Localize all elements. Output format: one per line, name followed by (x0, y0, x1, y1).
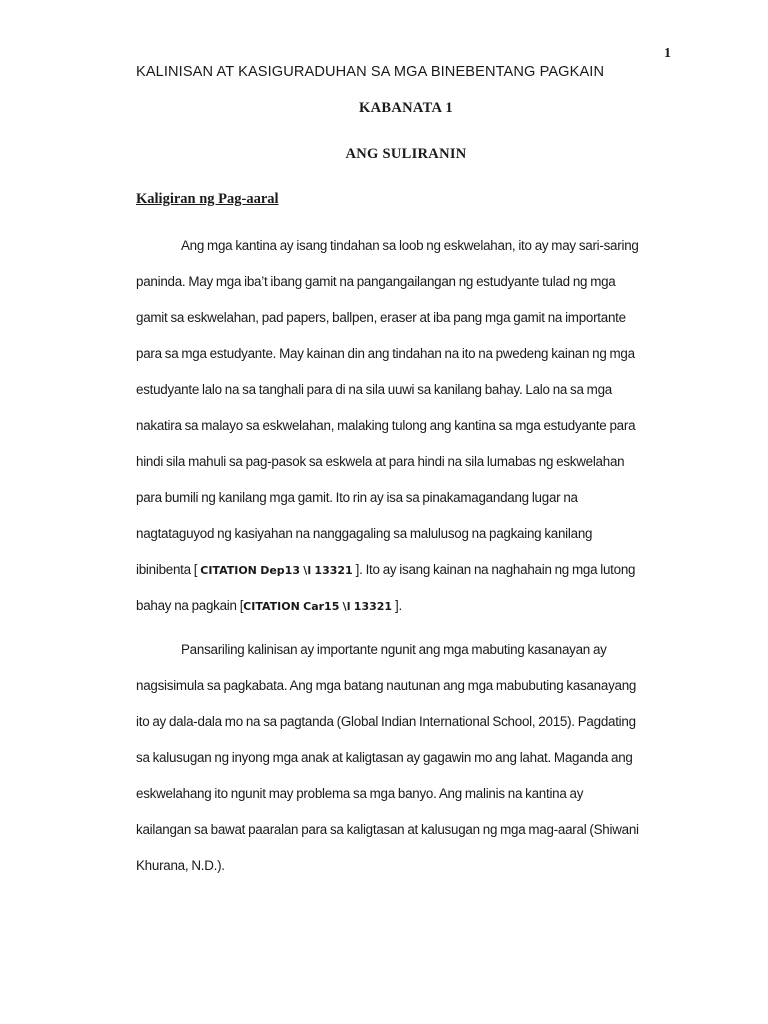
paragraph-line: nakatira sa malayo sa eskwelahan, malaking tulong ang kantina sa mga estudyante para (136, 418, 636, 433)
running-head: KALINISAN AT KASIGURADUHAN SA MGA BINEBENTANG PAGKAIN (136, 64, 605, 80)
paragraph-line: Pansariling kalinisan ay importante ngunit ang mga mabuting kasanayan ay (181, 642, 607, 657)
line-text: ]. Ito ay isang kainan na naghahain ng mga lutong (352, 562, 636, 577)
section-heading: Kaligiran ng Pag-aaral (136, 191, 279, 207)
paragraph-line: Khurana, N.D.). (136, 858, 225, 873)
line-text: ibinibenta [ (136, 562, 201, 577)
paragraph-line: gamit sa eskwelahan, pad papers, ballpen, eraser at iba pang mga gamit na importante (136, 310, 626, 325)
paragraph-line: para sa mga estudyante. May kainan din ang tindahan na ito na pwedeng kainan ng mga (136, 346, 635, 361)
paragraph-line: nagsisimula sa pagkabata. Ang mga batang nautunan ang mga mabubuting kasanayang (136, 678, 637, 693)
paragraph-line: paninda. May mga iba’t ibang gamit na pangangailangan ng estudyante tulad ng mga (136, 274, 616, 289)
citation-field: CITATION Car15 \l 13321 (243, 600, 393, 613)
paragraph-line: nagtataguyod ng kasiyahan na nanggagaling sa malulusog na pagkaing kanilang (136, 526, 593, 541)
citation-field: CITATION Dep13 \l 13321 (200, 564, 353, 577)
paragraph-line: ito ay dala-dala mo na sa pagtanda (Global Indian International School, 2015). Pagdating (136, 714, 636, 729)
paragraph-line: para bumili ng kanilang mga gamit. Ito rin ay isa sa pinakamagandang lugar na (136, 490, 578, 505)
line-text: bahay na pagkain [ (136, 598, 244, 613)
paragraph-line: eskwelahang ito ngunit may problema sa mga banyo. Ang malinis na kantina ay (136, 786, 584, 801)
chapter-title: ANG SULIRANIN (345, 146, 467, 162)
paragraph-line-with-citation (136, 597, 676, 633)
paragraph-line: kailangan sa bawat paaralan para sa kaligtasan at kalusugan ng mga mag-aaral (Shiwani (136, 822, 639, 837)
paragraph-line: estudyante lalo na sa tanghali para di na sila uuwi sa kanilang bahay. Lalo na sa mga (136, 382, 612, 397)
paragraph-1 (136, 237, 676, 633)
line-text: ]. (392, 598, 402, 613)
paragraph-line: sa kalusugan ng inyong mga anak at kaligtasan ay gagawin mo ang lahat. Maganda ang (136, 750, 633, 765)
paragraph-2 (136, 641, 676, 893)
paragraph-line: hindi sila mahuli sa pag-pasok sa eskwela at para hindi na sila lumabas ng eskwelahan (136, 454, 625, 469)
paragraph-line: Ang mga kantina ay isang tindahan sa loob ng eskwelahan, ito ay may sari-saring (181, 238, 639, 253)
page-number: 1 (664, 46, 671, 61)
paragraph-line-with-citation (136, 561, 676, 597)
chapter-heading: KABANATA 1 (359, 100, 453, 116)
